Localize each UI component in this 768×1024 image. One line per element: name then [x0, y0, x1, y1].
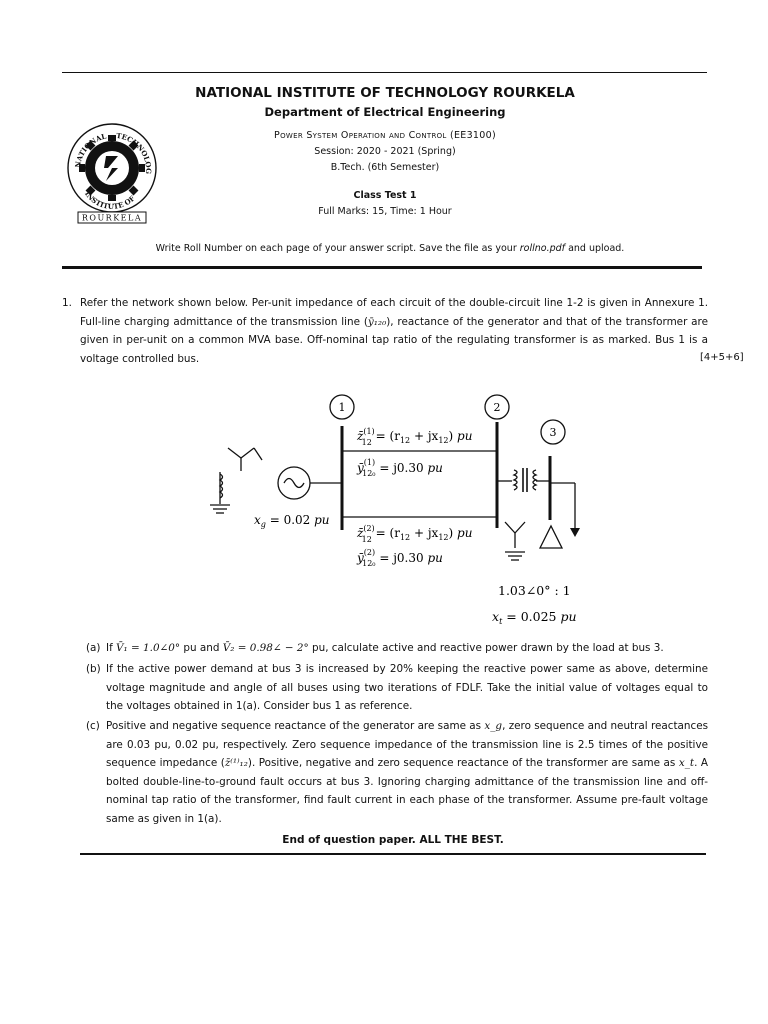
part-c-sym-z: z̄⁽¹⁾₁₂: [224, 757, 248, 769]
part-c-text-4: . A bolted double-line-to-ground fault occurs at bus 3. Ignoring charging admittance of the transmission line and off-nominal tap ratio of the transformer, find fault current in each phase of the transformer. Assume pre-fault voltage same as given in 1(a).: [106, 757, 709, 825]
circuit-1-impedance-label: z̄$^{(1)}$ $12 = (r_{12} + jx_{12})$ pu: [357, 427, 473, 447]
part-b-text: If the active power demand at bus 3 is increased by 20% keeping the reactive power same as above, determine voltage magnitude and angle of all buses using two iterations of FDLF. Take the initial value of voltages equal to the voltages obtained in 1(a). Consider bus 1 as reference.: [106, 663, 708, 712]
transformer-secondary: [533, 470, 536, 490]
institute-name: NATIONAL INSTITUTE OF TECHNOLOGY ROURKELA: [195, 85, 575, 101]
part-a: [86, 639, 708, 658]
question-marks: [4+5+6]: [700, 352, 744, 363]
tap-ratio-label: 1.03∠0° : 1: [498, 583, 571, 598]
part-c-sym-xg: x_g: [484, 720, 503, 732]
instruction-pre: Write Roll Number on each page of your answer script. Save the file as your: [155, 243, 517, 254]
instruction-post: and upload.: [568, 243, 625, 254]
network-diagram-svg: [200, 390, 620, 630]
part-a-mid: pu and: [183, 642, 220, 654]
footer-rule: [80, 853, 706, 855]
part-c-text-3: ). Positive, negative and zero sequence reactance of the transformer are same as: [247, 757, 676, 769]
part-a-pre: If: [106, 642, 113, 654]
test-title: Class Test 1: [353, 190, 417, 201]
circuit-2-impedance-label: z̄$^{(2)}$ $12 = (r_{12} + jx_{12})$ pu: [357, 524, 473, 544]
bus-1-label: 1: [338, 401, 346, 414]
line-admittance-symbol: ȳ₁₂₀: [367, 315, 387, 328]
seal-banner: ROURKELA: [81, 213, 143, 223]
instruction: [90, 241, 690, 257]
seal-text-bottom: INSTITUTE OF: [82, 189, 137, 211]
question-text-cont: ), reactance of the generator and that of the transformer are given in per-unit on a common MVA base. Off-nominal tap ratio of the regulating transformer is as marked. Bus 1 is a voltage controlled bus.: [80, 315, 708, 365]
department-name: Department of Electrical Engineering: [264, 105, 506, 119]
seal-text-left: NATIONAL: [72, 131, 108, 169]
course-name: Power System Operation and Control (EE3100): [274, 130, 496, 141]
part-c: [86, 717, 708, 828]
top-rule: [62, 72, 707, 73]
page-header: [160, 84, 610, 220]
program: B.Tech. (6th Semester): [330, 162, 440, 173]
instruction-file: rollno.pdf: [519, 243, 566, 254]
institute-logo: [62, 118, 162, 226]
part-a-v2: V̄₂ = 0.98∠ − 2°: [222, 642, 309, 654]
marks-time: Full Marks: 15, Time: 1 Hour: [318, 206, 452, 217]
circuit-1-admittance-label: $ȳ^{(1)}$ 12₀ = j0.30 pu: [357, 458, 443, 478]
network-diagram: [200, 390, 620, 630]
bus-3-label: 3: [549, 426, 557, 439]
part-a-label: (a): [86, 642, 101, 654]
footer-text: End of question paper. ALL THE BEST.: [282, 834, 504, 846]
generator-reactance-label: $x_g = 0.02$ pu: [254, 513, 330, 529]
circuit-2-admittance-label: $ȳ^{(2)}$ 12₀ = j0.30 pu: [357, 548, 443, 568]
delta-winding: [540, 526, 562, 548]
header-rule: [62, 266, 702, 269]
part-b: [86, 660, 708, 716]
part-c-sym-xt: x_t: [678, 757, 695, 769]
question-text: Refer the network shown below. Per-unit impedance of each circuit of the double-circuit line 1-2 is given in Annexure 1. Full-line charging admittance of the transmission line (: [80, 297, 708, 328]
question-number: 1.: [62, 297, 72, 309]
part-c-label: (c): [86, 720, 100, 732]
part-c-text-2: , zero sequence and neutral reactances are 0.03 pu, 0.02 pu, respectively. Zero sequence impedance of the transmission line is 2.5 times of the positive sequence impedance (: [106, 720, 709, 769]
seal-text-right: TECHNOLOG: [115, 130, 154, 175]
part-a-post: pu, calculate active and reactive power drawn by the load at bus 3.: [312, 642, 664, 654]
session: Session: 2020 - 2021 (Spring): [314, 146, 456, 157]
transformer-primary: [514, 470, 517, 490]
part-c-text-1: Positive and negative sequence reactance of the generator are same as: [106, 720, 482, 732]
part-b-label: (b): [86, 663, 101, 675]
bus-2-label: 2: [493, 401, 501, 414]
part-a-v1: V̄₁ = 1.0∠0°: [116, 642, 181, 654]
institute-seal-icon: [62, 118, 162, 226]
transformer-reactance-label: $x_t = 0.025$ pu: [492, 609, 577, 626]
question-1: [62, 294, 708, 368]
